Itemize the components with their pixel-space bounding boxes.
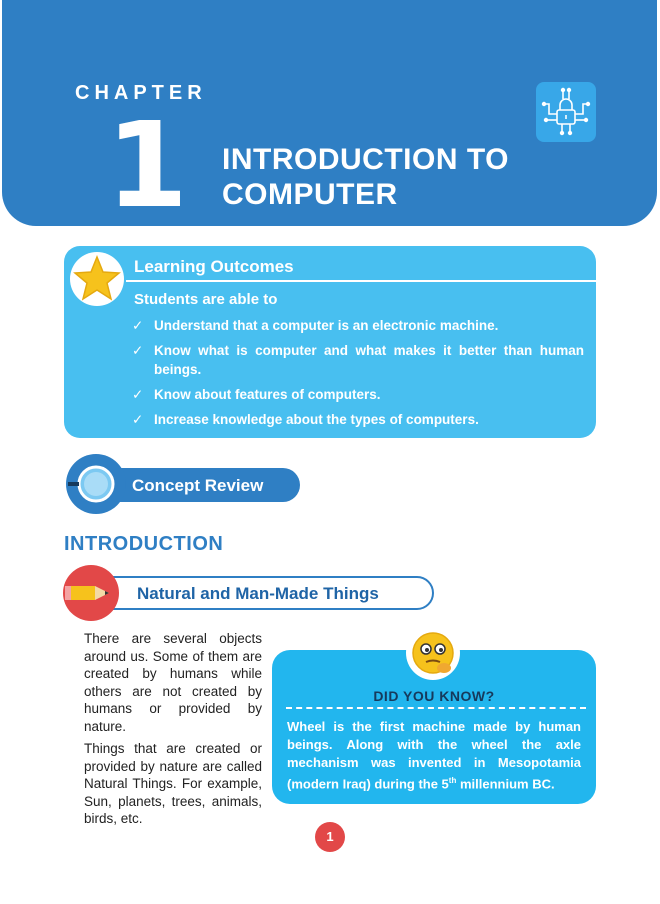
did-you-know-divider [286, 707, 586, 709]
learning-outcomes-list [132, 316, 584, 435]
paragraph: There are several objects around us. Some of them are created by humans while others are not created by humans or provided by nature. [84, 631, 262, 734]
chapter-label: CHAPTER [75, 82, 207, 104]
star-icon [70, 252, 124, 306]
natural-man-made-label: Natural and Man-Made Things [137, 584, 379, 603]
body-text [84, 630, 262, 833]
list-item: ✓ Understand that a computer is an electronic machine. [132, 318, 499, 333]
magnifier-icon [66, 454, 126, 514]
paragraph: Things that are created or provided by nature are called Natural Things. For example, Sun, planets, trees, animals, birds, etc. [84, 741, 262, 826]
learning-outcomes-title: Learning Outcomes [134, 257, 294, 276]
chapter-title [222, 142, 509, 212]
pencil-icon [63, 565, 119, 621]
section-heading: INTRODUCTION [64, 533, 224, 555]
check-icon: ✓ [132, 318, 144, 333]
list-item: ✓ Know about features of computers. [132, 387, 381, 402]
learning-outcomes-divider [126, 280, 596, 282]
check-icon: ✓ [132, 343, 144, 358]
list-item: ✓ Increase knowledge about the types of computers. [132, 412, 479, 427]
did-you-know-title: DID YOU KNOW? [373, 688, 495, 704]
chapter-number: 1 [106, 96, 189, 234]
page-number: 1 [315, 822, 345, 852]
chapter-title-line1: INTRODUCTION TO [222, 143, 509, 176]
check-icon: ✓ [132, 387, 144, 402]
chapter-title-line2: COMPUTER [222, 178, 398, 211]
circuit-lock-icon [536, 82, 596, 142]
concept-review-label: Concept Review [132, 476, 264, 495]
list-item: ✓ Know what is computer and what makes it better than human beings. [132, 343, 584, 377]
thinking-face-icon [406, 626, 460, 680]
learning-outcomes-subtitle: Students are able to [134, 291, 278, 308]
did-you-know-text: Wheel is the first machine made by human beings. Along with the wheel the axle mechanism was invented in Mesopotamia (modern Iraq) during the 5th millennium BC. [287, 719, 581, 792]
check-icon: ✓ [132, 412, 144, 427]
